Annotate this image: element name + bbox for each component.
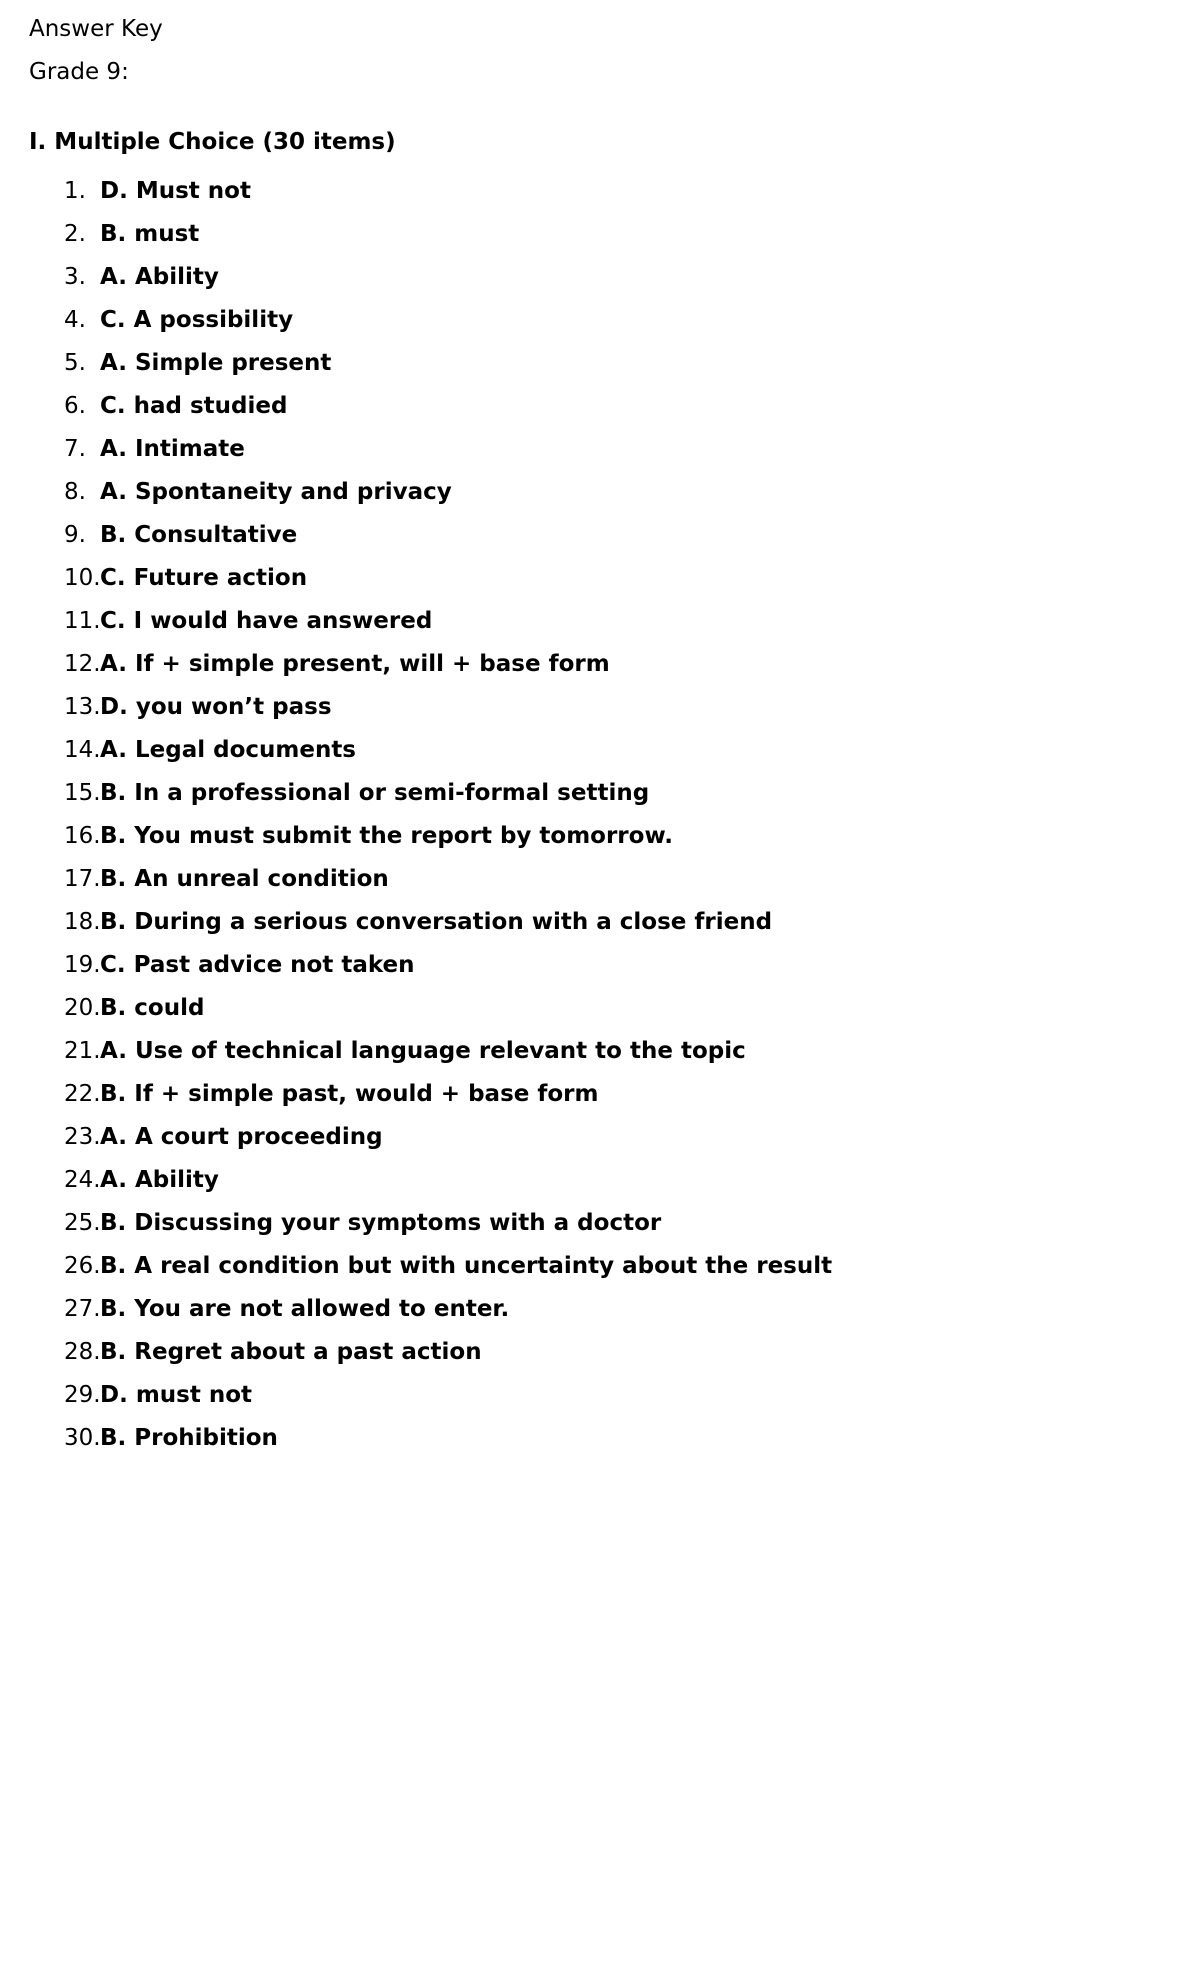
answer-number: 2. xyxy=(64,220,86,247)
answer-item xyxy=(0,1416,832,1459)
answer-item xyxy=(0,900,832,943)
answer-item xyxy=(0,943,832,986)
answer-item xyxy=(0,728,832,771)
answer-number: 19. xyxy=(64,951,101,978)
answer-number: 13. xyxy=(64,693,101,720)
answer-item xyxy=(0,814,832,857)
answer-number: 22. xyxy=(64,1080,101,1107)
answer-item xyxy=(0,427,832,470)
answer-number: 9. xyxy=(64,521,86,548)
answer-text: B. During a serious conversation with a close friend xyxy=(100,908,773,935)
answer-number: 11. xyxy=(64,607,101,634)
answer-text: A. Ability xyxy=(100,1166,219,1193)
answer-number: 30. xyxy=(64,1424,101,1451)
answer-text: A. Simple present xyxy=(100,349,332,376)
answer-item xyxy=(0,1201,832,1244)
answer-text: C. Past advice not taken xyxy=(100,951,415,978)
answer-item xyxy=(0,599,832,642)
answer-text: B. Regret about a past action xyxy=(100,1338,482,1365)
answer-item xyxy=(0,513,832,556)
answer-item xyxy=(0,1072,832,1115)
answer-item xyxy=(0,642,832,685)
answer-number: 6. xyxy=(64,392,86,419)
answer-list xyxy=(0,169,832,1459)
answer-text: C. I would have answered xyxy=(100,607,433,634)
grade-label: Grade 9: xyxy=(29,59,129,85)
answer-item xyxy=(0,857,832,900)
section-heading: I. Multiple Choice (30 items) xyxy=(29,129,396,155)
answer-text: B. In a professional or semi-formal setting xyxy=(100,779,650,806)
answer-text: C. had studied xyxy=(100,392,288,419)
answer-text: B. Discussing your symptoms with a doctor xyxy=(100,1209,662,1236)
answer-number: 5. xyxy=(64,349,86,376)
answer-text: A. Legal documents xyxy=(100,736,356,763)
answer-text: B. could xyxy=(100,994,205,1021)
answer-item xyxy=(0,212,832,255)
answer-item xyxy=(0,556,832,599)
answer-item xyxy=(0,1373,832,1416)
answer-number: 28. xyxy=(64,1338,101,1365)
answer-number: 4. xyxy=(64,306,86,333)
answer-number: 17. xyxy=(64,865,101,892)
answer-item xyxy=(0,341,832,384)
answer-number: 12. xyxy=(64,650,101,677)
answer-text: D. you won’t pass xyxy=(100,693,332,720)
answer-text: A. Intimate xyxy=(100,435,245,462)
answer-number: 14. xyxy=(64,736,101,763)
answer-number: 27. xyxy=(64,1295,101,1322)
answer-item xyxy=(0,384,832,427)
answer-item xyxy=(0,1029,832,1072)
answer-text: D. Must not xyxy=(100,177,251,204)
answer-item xyxy=(0,169,832,212)
answer-text: D. must not xyxy=(100,1381,253,1408)
answer-number: 24. xyxy=(64,1166,101,1193)
answer-number: 3. xyxy=(64,263,86,290)
answer-item xyxy=(0,986,832,1029)
answer-text: A. If + simple present, will + base form xyxy=(100,650,610,677)
answer-text: B. Prohibition xyxy=(100,1424,278,1451)
answer-number: 29. xyxy=(64,1381,101,1408)
answer-number: 16. xyxy=(64,822,101,849)
answer-text: B. You are not allowed to enter. xyxy=(100,1295,510,1322)
answer-item xyxy=(0,1158,832,1201)
answer-item xyxy=(0,1287,832,1330)
answer-item xyxy=(0,1115,832,1158)
answer-number: 23. xyxy=(64,1123,101,1150)
answer-number: 25. xyxy=(64,1209,101,1236)
answer-item xyxy=(0,1330,832,1373)
answer-item xyxy=(0,685,832,728)
answer-text: B. A real condition but with uncertainty about the result xyxy=(100,1252,833,1279)
answer-number: 21. xyxy=(64,1037,101,1064)
answer-text: A. Spontaneity and privacy xyxy=(100,478,452,505)
answer-text: B. You must submit the report by tomorrow. xyxy=(100,822,673,849)
answer-number: 7. xyxy=(64,435,86,462)
document-title: Answer Key xyxy=(29,16,163,42)
answer-number: 15. xyxy=(64,779,101,806)
answer-item xyxy=(0,470,832,513)
answer-number: 18. xyxy=(64,908,101,935)
answer-text: A. A court proceeding xyxy=(100,1123,383,1150)
answer-item xyxy=(0,255,832,298)
answer-item xyxy=(0,298,832,341)
answer-item xyxy=(0,771,832,814)
answer-text: A. Ability xyxy=(100,263,219,290)
answer-text: B. Consultative xyxy=(100,521,298,548)
answer-text: C. A possibility xyxy=(100,306,294,333)
answer-number: 26. xyxy=(64,1252,101,1279)
answer-number: 20. xyxy=(64,994,101,1021)
answer-text: B. If + simple past, would + base form xyxy=(100,1080,599,1107)
answer-item xyxy=(0,1244,832,1287)
answer-number: 10. xyxy=(64,564,101,591)
answer-text: C. Future action xyxy=(100,564,308,591)
answer-number: 8. xyxy=(64,478,86,505)
answer-text: A. Use of technical language relevant to the topic xyxy=(100,1037,746,1064)
answer-text: B. An unreal condition xyxy=(100,865,389,892)
answer-number: 1. xyxy=(64,177,86,204)
answer-text: B. must xyxy=(100,220,200,247)
